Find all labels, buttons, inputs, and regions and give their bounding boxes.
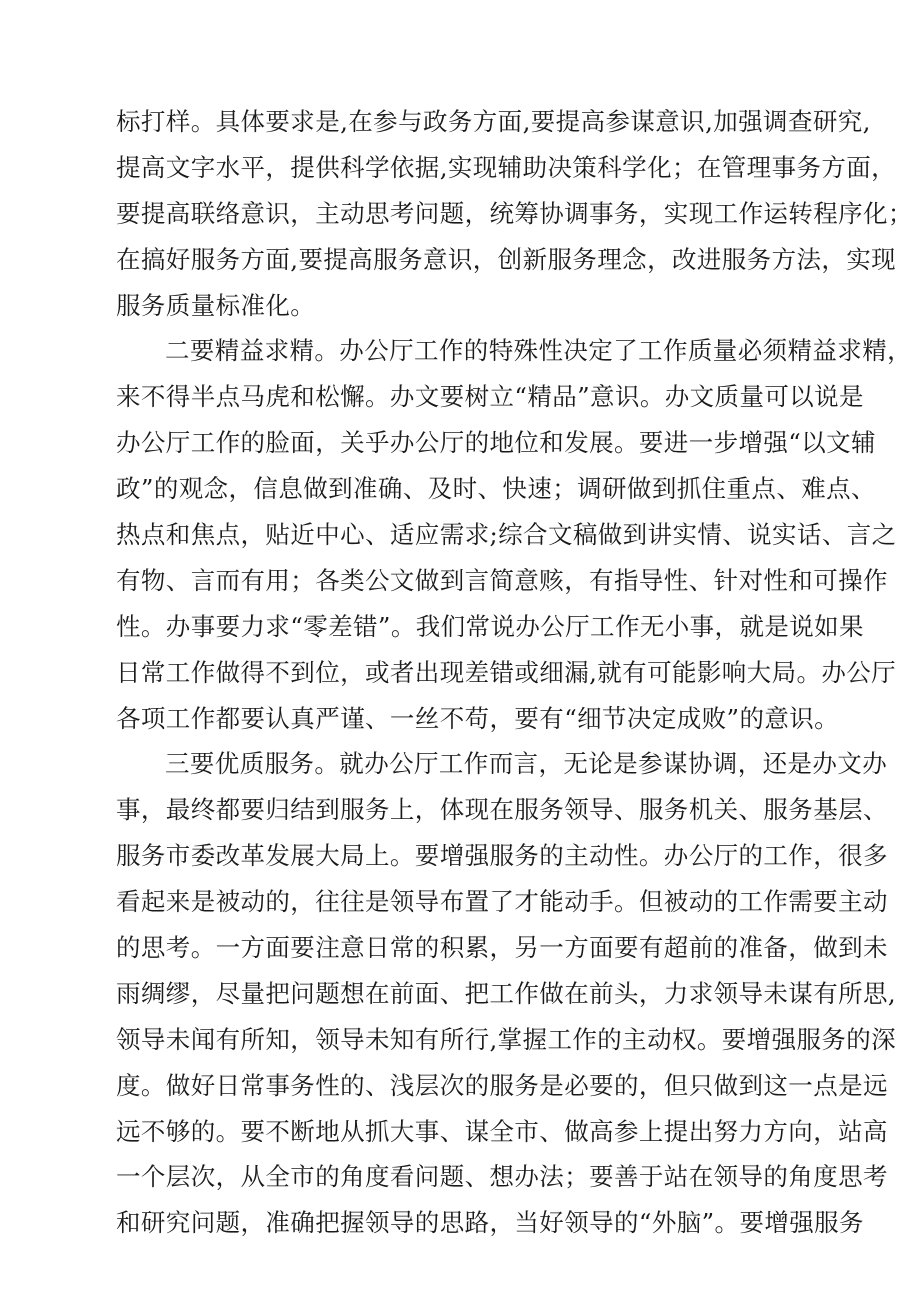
text-line: 政”的观念，信息做到准确、及时、快速；调研做到抓住重点、难点、 (116, 474, 876, 504)
paragraph-start-line: 二要精益求精。办公厅工作的特殊性决定了工作质量必须精益求精， (165, 336, 912, 366)
text-line: 看起来是被动的，往往是领导布置了才能动手。但被动的工作需要主动 (116, 887, 888, 917)
text-line: 提高文字水平，提供科学依据,实现辅助决策科学化；在管理事务方面， (116, 152, 897, 182)
text-line: 性。办事要力求“零差错”。我们常说办公厅工作无小事，就是说如果 (116, 611, 864, 641)
text-line: 事，最终都要归结到服务上，体现在服务领导、服务机关、服务基层、 (116, 795, 888, 825)
text-line: 远不够的。要不断地从抓大事、谋全市、做高参上提出努力方向，站高 (116, 1116, 888, 1146)
text-line: 来不得半点马虎和松懈。办文要树立“精品”意识。办文质量可以说是 (116, 382, 864, 412)
text-line: 的思考。一方面要注意日常的积累，另一方面要有超前的准备，做到未 (116, 933, 888, 963)
text-line: 热点和焦点，贴近中心、适应需求;综合文稿做到讲实情、说实话、言之 (116, 520, 897, 550)
text-line: 有物、言而有用；各类公文做到言简意赅，有指导性、针对性和可操作 (116, 565, 888, 595)
paragraph-start-line: 三要优质服务。就办公厅工作而言，无论是参谋协调，还是办文办 (165, 749, 888, 779)
text-line: 各项工作都要认真严谨、一丝不苟，要有“细节决定成败”的意识。 (116, 703, 840, 733)
text-line: 度。做好日常事务性的、浅层次的服务是必要的，但只做到这一点是远 (116, 1070, 888, 1100)
text-line: 办公厅工作的脸面，关乎办公厅的地位和发展。要进一步增强“以文辅 (116, 428, 876, 458)
text-line: 标打样。具体要求是,在参与政务方面,要提高参谋意识,加强调查研究, (116, 107, 871, 136)
text-line: 一个层次，从全市的角度看问题、想办法；要善于站在领导的角度思考 (116, 1162, 888, 1192)
text-line: 服务市委改革发展大局上。要增强服务的主动性。办公厅的工作，很多 (116, 841, 888, 871)
text-line: 服务质量标准化。 (116, 290, 316, 320)
text-line: 和研究问题，准确把握领导的思路，当好领导的“外脑”。要增强服务 (116, 1208, 864, 1238)
text-line: 雨绸缪，尽量把问题想在前面、把工作做在前头，力求领导未谋有所思, (116, 978, 897, 1008)
text-line: 在搞好服务方面,要提高服务意识，创新服务理念，改进服务方法，实现 (116, 244, 897, 274)
text-line: 日常工作做得不到位，或者出现差错或细漏,就有可能影响大局。办公厅 (116, 657, 897, 687)
text-line: 要提高联络意识，主动思考问题，统筹协调事务，实现工作运转程序化； (116, 198, 913, 228)
body-text (116, 99, 913, 1246)
text-line: 领导未闻有所知，领导未知有所行,掌握工作的主动权。要增强服务的深 (116, 1024, 897, 1054)
